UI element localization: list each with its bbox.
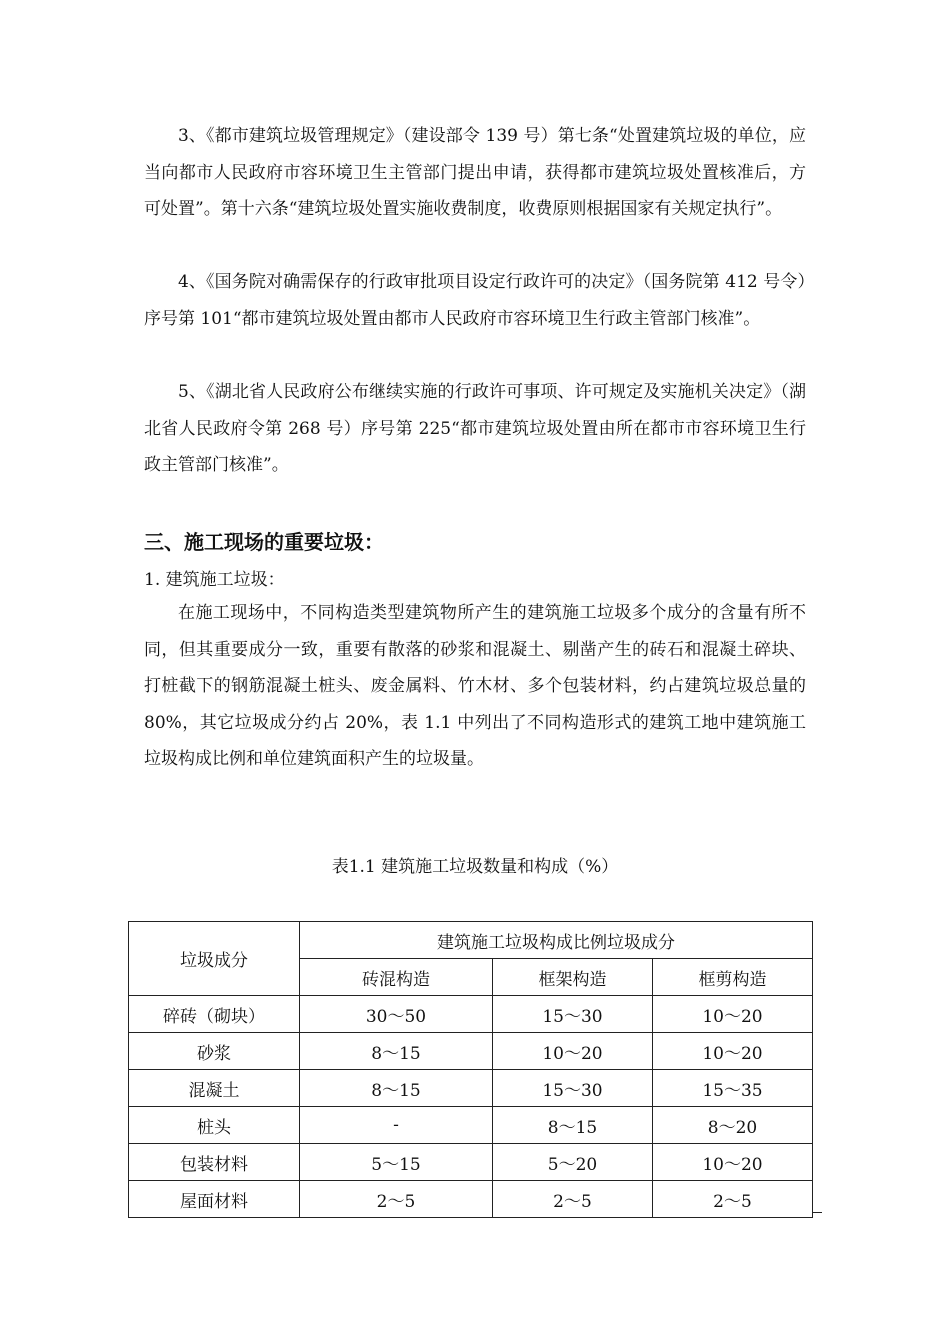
table-cell: 15～35 [653,1070,813,1107]
section-body-paragraph: 在施工现场中，不同构造类型建筑物所产生的建筑施工垃圾多个成分的含量有所不同，但其重要成分一致，重要有散落的砂浆和混凝土、剔凿产生的砖石和混凝土碎块、打桩截下的钢筋混凝土桩头、废金属料、竹木材、多个包装材料，约占建筑垃圾总量的 80%，其它垃圾成分约占 20%，表 1.1 中列出了不同构造形式的建筑工地中建筑施工垃圾构成比例和单位建筑面积产生的垃圾量。 [144,603,806,769]
table-cell: 8～15 [300,1070,493,1107]
table-header-row [129,922,813,959]
table-cell: 10～20 [653,1144,813,1181]
table-cell: 8～20 [653,1107,813,1144]
column-header-cell: 框架构造 [493,959,653,996]
table-cell: 10～20 [653,996,813,1033]
table-cell: - [300,1107,493,1144]
row-label-cell: 屋面材料 [129,1181,300,1218]
row-label-cell: 碎砖（砌块） [129,996,300,1033]
table-row [129,1144,813,1181]
table-cell: 2～5 [493,1181,653,1218]
table-caption: 表1.1 建筑施工垃圾数量和构成（%） [331,857,619,877]
section-heading: 三、施工现场的重要垃圾： [144,530,384,554]
group-header-cell: 建筑施工垃圾构成比例垃圾成分 [300,922,813,959]
table-cell: 5～15 [300,1144,493,1181]
table-cell: 10～20 [493,1033,653,1070]
table-cell: 2～5 [653,1181,813,1218]
column-header-cell: 砖混构造 [300,959,493,996]
table-row [129,996,813,1033]
paragraph-regulation-4: 4、《国务院对确需保存的行政审批项目设定行政许可的决定》（国务院第 412 号令）序号第 101“都市建筑垃圾处置由都市人民政府市容环境卫生行政主管部门核准”。 [144,272,806,329]
paragraph-regulation-3: 3、《都市建筑垃圾管理规定》（建设部令 139 号）第七条“处置建筑垃圾的单位，应当向都市人民政府市容环境卫生主管部门提出申请，获得都市建筑垃圾处置核准后，方可处置”。第十六条“建筑垃圾处置实施收费制度，收费原则根据国家有关规定执行”。 [144,126,806,219]
row-header-cell: 垃圾成分 [129,922,300,996]
row-label-cell: 混凝土 [129,1070,300,1107]
table-row [129,1181,813,1218]
row-label-cell: 桩头 [129,1107,300,1144]
table-cell: 8～15 [493,1107,653,1144]
waste-composition-table [128,921,813,1218]
paragraph-regulation-5: 5、《湖北省人民政府公布继续实施的行政许可事项、许可规定及实施机关决定》（湖北省人民政府令第 268 号）序号第 225“都市建筑垃圾处置由所在都市市容环境卫生行政主管部门核准”。 [144,382,806,475]
column-header-cell: 框剪构造 [653,959,813,996]
table-row [129,1070,813,1107]
table-border-tail [812,1212,822,1213]
table-row [129,1107,813,1144]
table-cell: 5～20 [493,1144,653,1181]
table-cell: 30～50 [300,996,493,1033]
row-label-cell: 包装材料 [129,1144,300,1181]
table-cell: 15～30 [493,1070,653,1107]
table-cell: 10～20 [653,1033,813,1070]
table-cell: 8～15 [300,1033,493,1070]
table-cell: 2～5 [300,1181,493,1218]
table-row [129,1033,813,1070]
table-cell: 15～30 [493,996,653,1033]
row-label-cell: 砂浆 [129,1033,300,1070]
subsection-heading: 1. 建筑施工垃圾： [144,570,285,590]
